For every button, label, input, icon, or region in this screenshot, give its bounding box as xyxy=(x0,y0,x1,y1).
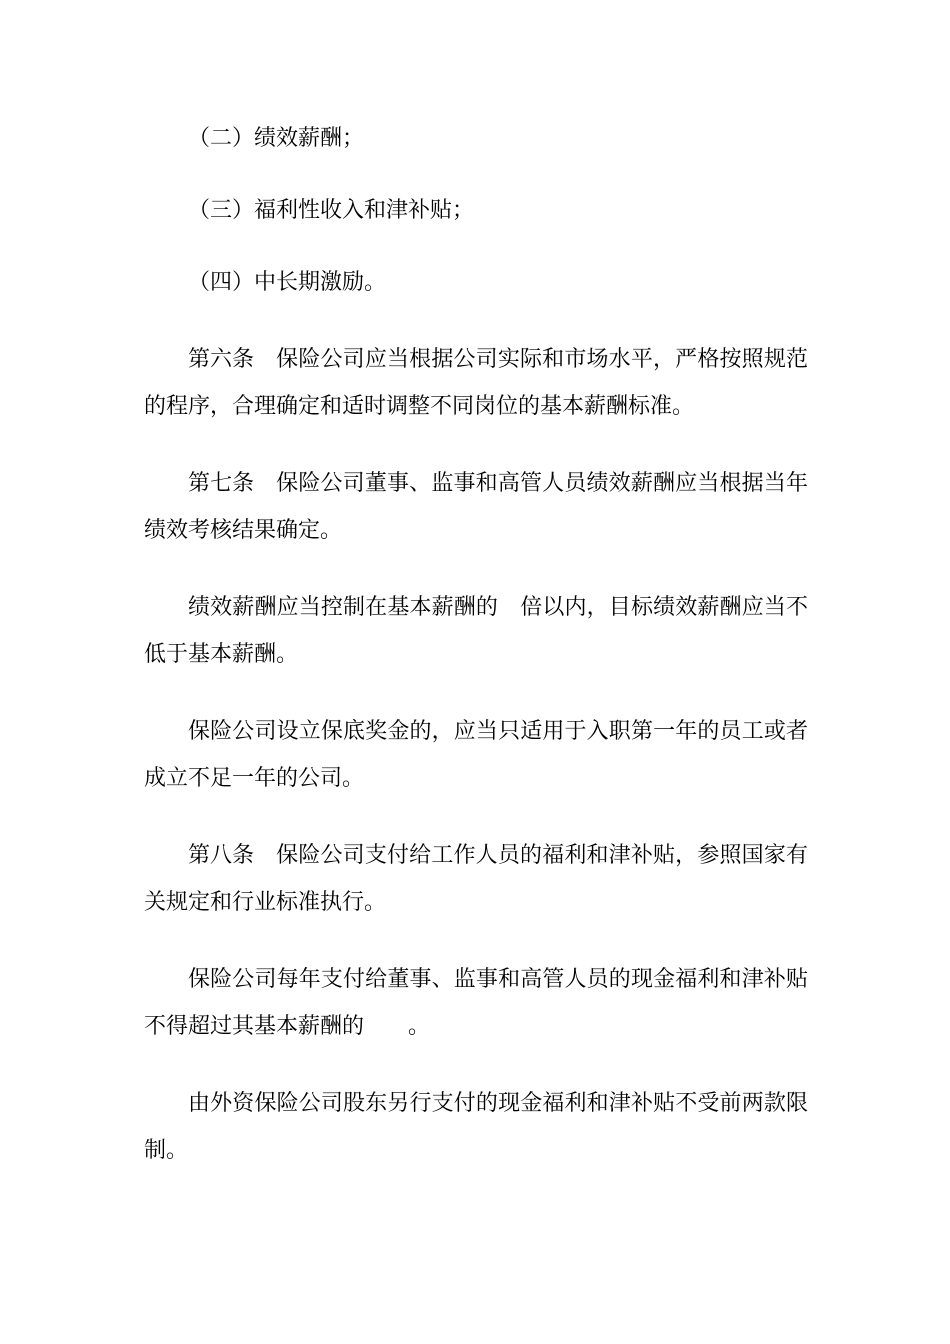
list-item-welfare-allowance: （三）福利性收入和津补贴； xyxy=(188,198,475,223)
article-8-paragraph xyxy=(144,832,808,926)
article-7-paragraph-3: 保险公司设立保底奖金的，应当只适用于入职第一年的员工或者成立不足一年的公司。 xyxy=(144,719,808,791)
article-6-paragraph xyxy=(144,336,808,430)
article-6-text: 保险公司应当根据公司实际和市场水平，严格按照规范的程序，合理确定和适时调整不同岗位的基本薪酬标准。 xyxy=(144,347,808,419)
article-7-paragraph-2: 绩效薪酬应当控制在基本薪酬的 倍以内，目标绩效薪酬应当不低于基本薪酬。 xyxy=(144,595,808,667)
article-8-text: 保险公司支付给工作人员的福利和津补贴，参照国家有关规定和行业标准执行。 xyxy=(144,843,808,915)
list-item-performance-pay: （二）绩效薪酬； xyxy=(188,126,365,151)
list-item-long-term-incentive: （四）中长期激励。 xyxy=(188,270,387,295)
document-body xyxy=(144,115,808,1174)
article-7-number: 第七条 xyxy=(188,471,255,496)
article-7-paragraph xyxy=(144,460,808,554)
article-6-number: 第六条 xyxy=(188,347,255,372)
article-8-paragraph-3: 由外资保险公司股东另行支付的现金福利和津补贴不受前两款限制。 xyxy=(144,1091,808,1163)
article-8-paragraph-2: 保险公司每年支付给董事、监事和高管人员的现金福利和津补贴不得超过其基本薪酬的 。 xyxy=(144,967,808,1039)
article-7-text: 保险公司董事、监事和高管人员绩效薪酬应当根据当年绩效考核结果确定。 xyxy=(144,471,808,543)
article-8-number: 第八条 xyxy=(188,843,255,868)
